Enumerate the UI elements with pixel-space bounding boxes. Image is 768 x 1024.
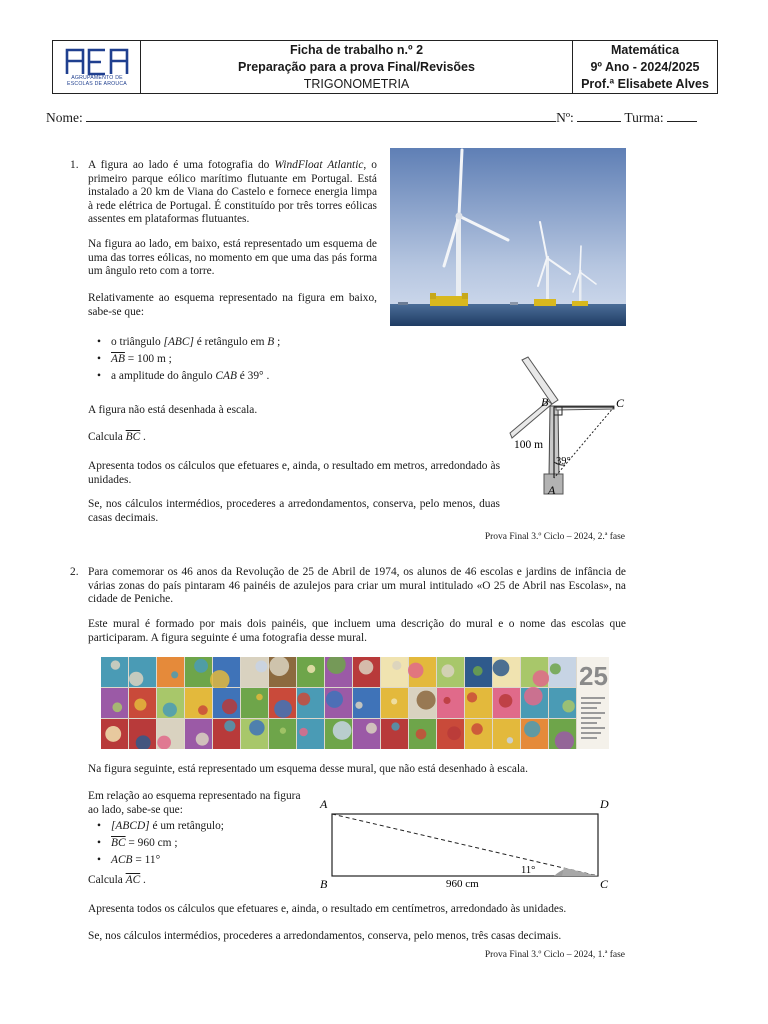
q2-label-c: C — [600, 877, 609, 891]
q2-given-1: • [ABCD] é um retângulo; — [97, 818, 307, 835]
windfloat-photo-drawing — [390, 148, 626, 326]
header-table — [52, 40, 718, 94]
mural-tile — [493, 719, 520, 749]
q2-paragraph-2: Este mural é formado por mais dois painéis, que incluem uma descrição do mural e o nome das escolas que participaram. A figura seguinte é uma fotografia desse mural. — [88, 618, 626, 644]
q1-paragraph-4: A figura não está desenhada à escala. — [88, 404, 258, 416]
q2-label-b: B — [320, 877, 328, 891]
q1-number: 1. — [70, 159, 79, 171]
teacher-name: Prof.ª Elisabete Alves — [581, 77, 709, 91]
mural-photo-drawing — [101, 657, 609, 749]
mural-panel-text-line — [581, 707, 597, 709]
subject: Matemática — [610, 43, 680, 57]
mural-tile-motif — [562, 700, 574, 712]
mural-tile-motif — [326, 691, 343, 708]
mural-tile — [185, 688, 212, 718]
number-label: Nº: — [556, 110, 574, 125]
mural-tile-motif — [524, 721, 540, 737]
mural-tile — [241, 688, 268, 718]
q2-angle-label: 11° — [521, 865, 536, 876]
mural-panel-text-line — [581, 712, 605, 714]
mural-tile-motif — [274, 700, 292, 718]
q1-given-1: • o triângulo [ABC] é retângulo em B ; — [97, 334, 387, 351]
q1-paragraph-3: Relativamente ao esquema representado na figura em baixo, sabe-se que: — [88, 292, 377, 318]
mural-tile-motif — [416, 729, 427, 740]
mural-panel-text-line — [581, 722, 597, 724]
q2-paragraph-4: Em relação ao esquema representado na figura ao lado, sabe-se que: — [88, 790, 301, 816]
sheet-topic: TRIGONOMETRIA — [303, 77, 410, 91]
mural-tile-motif — [112, 702, 122, 712]
mural-tile-motif — [550, 663, 561, 674]
school-year: 9º Ano - 2024/2025 — [590, 60, 700, 74]
mural-tile-motif — [408, 663, 424, 679]
mural-tile-motif — [194, 659, 208, 673]
mural-tile-motif — [533, 670, 549, 686]
mural-panel-text-line — [581, 737, 597, 739]
mural-tile-motif — [417, 691, 436, 710]
mural-tile-motif — [447, 726, 461, 740]
q1-length-label: 100 m — [514, 439, 544, 451]
q1-intro-text: A figura ao lado é uma fotografia do — [88, 159, 275, 171]
q1-instruction: Calcula $\overline{BC}$ . — [88, 431, 146, 443]
q1-tower-diagram — [508, 354, 632, 496]
class-field[interactable] — [667, 110, 697, 122]
q2-source: Prova Final 3.º Ciclo – 2024, 1.ª fase — [484, 950, 625, 960]
mural-tile-motif — [105, 726, 121, 742]
mural-panel-text-line — [581, 702, 601, 704]
mural-tile — [101, 688, 128, 718]
mural-tile — [157, 657, 184, 687]
mural-tile-motif — [307, 665, 315, 673]
mural-panel-text-line — [581, 717, 601, 719]
mural-tile — [269, 719, 296, 749]
mural-tile-motif — [524, 687, 543, 706]
q2-number: 2. — [70, 566, 79, 578]
q2-label-a: A — [320, 797, 328, 811]
q2-paragraph-6: Se, nos cálculos intermédios, procederes a arredondamentos, conserva, pelo menos, três casas decimais. — [88, 930, 562, 942]
mural-tile-motif — [359, 660, 373, 674]
logo-cell — [53, 41, 141, 93]
mural-tile-motif — [355, 702, 362, 709]
q2-length-label: 960 cm — [446, 878, 479, 890]
q2-given-2: • $\overline{BC} = 960$ cm ; — [97, 835, 307, 852]
mural-tile-motif — [196, 733, 209, 746]
q1-label-a: A — [548, 483, 556, 496]
q1-label-b: B — [541, 395, 549, 409]
q2-paragraph-1: Para comemorar os 46 anos da Revolução de 25 de Abril de 1974, os alunos de 46 escolas e jardins de infância de várias zonas do país pintaram 46 painéis de azulejos para criar um mural intitulado «O 25 de Abril nas Escolas», na cidade de Peniche. — [88, 566, 626, 606]
q1-source: Prova Final 3.º Ciclo – 2024, 2.ª fase — [484, 532, 625, 542]
mural-tile-motif — [280, 728, 286, 734]
q1-given-list — [97, 334, 387, 385]
logo-subtitle: AGRUPAMENTO DE ESCOLAS DE AROUCA — [67, 75, 127, 87]
number-field[interactable] — [577, 110, 621, 122]
mural-tile-motif — [297, 693, 310, 706]
q1-intro-text-2: , o primeiro parque eólico marítimo flutuante em Portugal. Está instalado a 20 km de Viana do Castelo e fornece energia limpa à rede elétrica de Portugal. É constituído por três torres eólicas assentes em plataformas flutuantes. — [88, 159, 378, 226]
q1-paragraph-7: Se, nos cálculos intermédios, procederes a arredondamentos, conserva, pelo menos, duas casas decimais. — [88, 498, 500, 524]
mural-panel-text-line — [581, 697, 605, 699]
class-label: Turma: — [624, 110, 664, 125]
mural-tile-motif — [163, 703, 177, 717]
mural-tile-motif — [366, 723, 377, 734]
q1-given-2: • $\overline{AB} = 100$ m ; — [97, 351, 387, 368]
q1-paragraph-2: Na figura ao lado, em baixo, está representado um esquema de uma das torres eólicas, no momento em que uma das pás forma um ângulo reto com a torre. — [88, 238, 377, 278]
mural-tile-motif — [499, 694, 513, 708]
student-info-line — [46, 110, 720, 126]
title-cell — [141, 41, 573, 93]
mural-tile-motif — [198, 705, 208, 715]
mural-tile-motif — [269, 657, 289, 676]
q2-paragraph-5: Apresenta todos os cálculos que efetuares e, ainda, o resultado em centímetros, arredondado às unidades. — [88, 903, 567, 915]
q2-rectangle-diagram — [316, 796, 616, 892]
mural-tile-motif — [391, 698, 397, 704]
name-field[interactable] — [86, 110, 556, 122]
name-label: Nome: — [46, 110, 83, 125]
q1-intro-italic: WindFloat Atlantic — [274, 159, 364, 171]
q1-intro — [88, 159, 377, 227]
mural-tile — [353, 719, 380, 749]
mural-tile-motif — [222, 699, 237, 714]
school-logo — [61, 44, 133, 90]
mural-tile-motif — [473, 666, 483, 676]
q1-given-3: • a amplitude do ângulo CAB é 39° . — [97, 368, 387, 385]
info-cell — [573, 41, 717, 93]
q1-angle-label: 39° — [556, 456, 571, 467]
mural-tile-motif — [391, 722, 399, 730]
mural-tile-motif — [249, 720, 264, 735]
mural-tile-motif — [467, 692, 477, 702]
mural-tile-motif — [299, 728, 308, 737]
mural-tile-motif — [443, 697, 450, 704]
mural-tile-motif — [129, 672, 143, 686]
logo-mark — [61, 44, 133, 76]
q2-instruction: Calcula $\overline{AC}$ . — [88, 874, 146, 886]
mural-tile — [437, 688, 464, 718]
mural-panel-text-line — [581, 732, 601, 734]
q2-given-list — [97, 818, 307, 869]
mural-tile-motif — [255, 660, 267, 672]
mural-panel-text-line — [581, 727, 605, 729]
mural-tile-motif — [256, 694, 263, 701]
mural-tile-motif — [441, 664, 454, 677]
q2-paragraph-3: Na figura seguinte, está representado um esquema desse mural, que não está desenhado à escala. — [88, 763, 528, 775]
mural-tile-motif — [493, 659, 510, 676]
q2-label-d: D — [600, 797, 609, 811]
mural-tile-motif — [224, 720, 235, 731]
windfloat-photo — [390, 148, 626, 326]
mural-tile-motif — [210, 670, 230, 690]
mural-tile-motif — [171, 671, 178, 678]
mural-tile-motif — [507, 737, 513, 743]
mural-photo — [101, 657, 609, 749]
q1-triangle-svg — [508, 354, 632, 496]
mural-tile-motif — [134, 698, 146, 710]
mural-tile-motif — [111, 660, 120, 669]
sheet-subtitle: Preparação para a prova Final/Revisões — [238, 60, 475, 74]
sheet-title: Ficha de trabalho n.º 2 — [289, 43, 424, 57]
mural-tile-motif — [157, 736, 171, 749]
q2-given-3: • ACB = 11° — [97, 852, 307, 869]
q1-label-c: C — [616, 396, 625, 410]
mural-tile-motif — [333, 721, 352, 740]
mural-tile-motif — [392, 661, 401, 670]
mural-badge: 25 — [579, 661, 608, 691]
q1-paragraph-6: Apresenta todos os cálculos que efetuares e, ainda, o resultado em metros, arredondado às unidades. — [88, 460, 500, 486]
mural-tile-motif — [471, 723, 482, 734]
mural-tile — [465, 688, 492, 718]
q2-rectangle-svg — [316, 796, 616, 892]
